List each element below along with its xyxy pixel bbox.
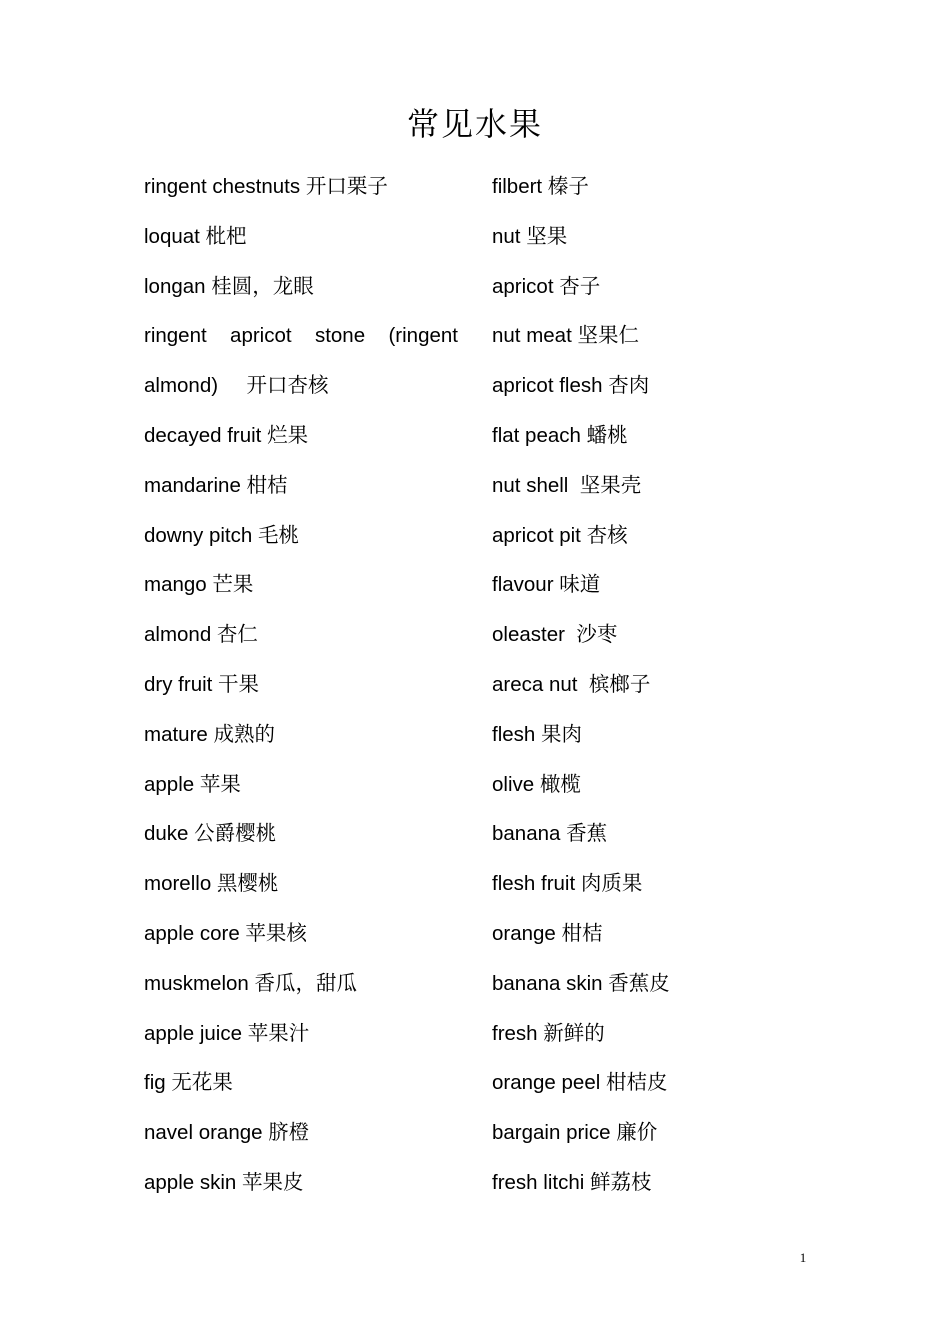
list-item: mandarine 柑桔: [144, 473, 288, 497]
list-item: fresh litchi 鲜荔枝: [492, 1170, 652, 1194]
list-item: apricot 杏子: [492, 274, 601, 298]
list-item: areca nut 槟榔子: [492, 672, 651, 696]
list-item: duke 公爵樱桃: [144, 822, 277, 846]
right-column: [492, 166, 812, 1212]
list-item: morello 黑樱桃: [144, 872, 279, 896]
list-item: flesh fruit 肉质果: [492, 872, 643, 896]
list-item: apricot pit 杏核: [492, 523, 628, 547]
list-item: decayed fruit 烂果: [144, 423, 309, 447]
list-item: bargain price 廉价: [492, 1121, 658, 1145]
list-item: orange 柑桔: [492, 921, 603, 945]
page-title: 常见水果: [406, 105, 543, 143]
list-item: flesh 果肉: [492, 722, 582, 746]
list-item: almond 杏仁: [144, 623, 258, 647]
list-item: nut meat 坚果仁: [492, 324, 639, 348]
list-item: apricot flesh 杏肉: [492, 374, 650, 398]
list-item: mature 成熟的: [144, 722, 275, 746]
list-item: orange peel 柑桔皮: [492, 1071, 668, 1095]
list-item: mango 芒果: [144, 573, 254, 597]
list-item: apple juice 苹果汁: [144, 1021, 310, 1045]
list-item: filbert 榛子: [492, 175, 589, 198]
list-item: ringent apricot stone (ringent: [144, 324, 458, 348]
list-item: longan 桂圆，龙眼: [144, 274, 314, 298]
list-item: fig 无花果: [144, 1071, 233, 1095]
list-item: apple core 苹果核: [144, 921, 307, 945]
list-item: loquat 枇杷: [144, 224, 247, 248]
list-item: apple skin 苹果皮: [144, 1170, 304, 1194]
list-item: downy pitch 毛桃: [144, 523, 299, 547]
page-number: 1: [799, 1250, 807, 1265]
list-item: oleaster 沙枣: [492, 623, 618, 647]
list-item: muskmelon 香瓜，甜瓜: [144, 971, 358, 995]
list-item: apple 苹果: [144, 772, 241, 796]
list-item: flat peach 蟠桃: [492, 423, 628, 447]
list-item: navel orange 脐橙: [144, 1121, 310, 1145]
list-item: dry fruit 干果: [144, 672, 260, 696]
list-item: ringent chestnuts 开口栗子: [144, 175, 388, 198]
list-item: fresh 新鲜的: [492, 1021, 605, 1045]
left-column: [144, 166, 464, 1212]
list-item: olive 橄榄: [492, 772, 581, 796]
list-item: banana skin 香蕉皮: [492, 971, 670, 995]
list-item: banana 香蕉: [492, 822, 608, 846]
list-item: nut shell 坚果壳: [492, 473, 642, 497]
list-item: flavour 味道: [492, 573, 601, 597]
list-item: nut 坚果: [492, 224, 568, 248]
list-item: almond) 开口杏核: [144, 374, 329, 398]
